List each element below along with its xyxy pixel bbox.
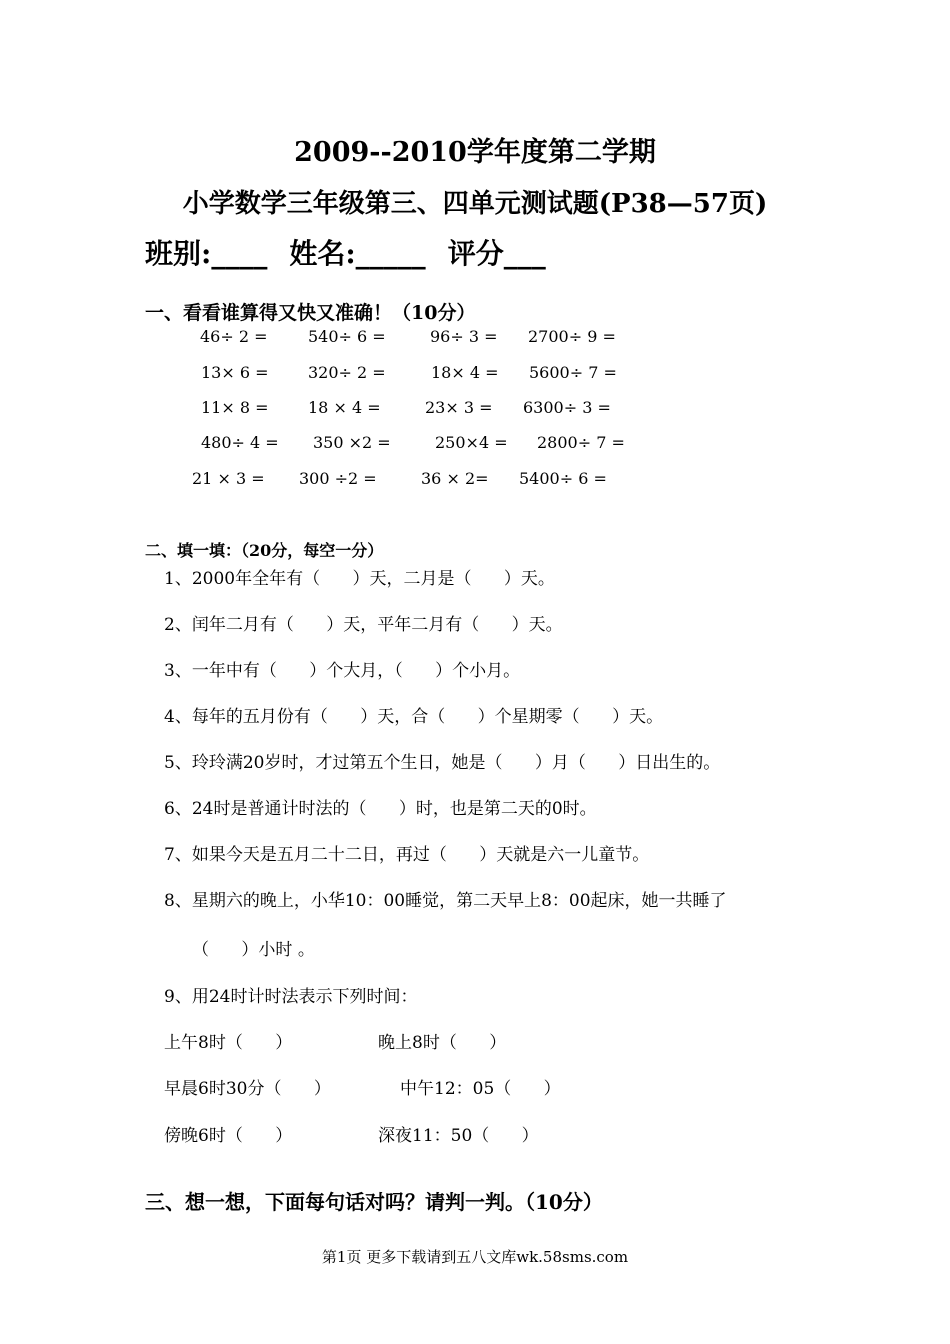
calc-2-2: 320÷ 2 = — [308, 363, 386, 382]
calc-1-2: 540÷ 6 = — [308, 327, 386, 346]
section-1-heading: 一、看看谁算得又快又准确！（10分） — [145, 302, 476, 324]
title-line-2: 小学数学三年级第三、四单元测试题(P38—57页) — [182, 189, 768, 219]
fill-item-2: 2、闰年二月有（ ）天，平年二月有（ ）天。 — [164, 615, 563, 635]
student-info-line — [145, 232, 568, 272]
fill-item-1: 1、2000年全年有（ ）天，二月是（ ）天。 — [164, 569, 555, 589]
time-item-5: 傍晚6时（ ） — [164, 1126, 293, 1146]
time-item-3: 早晨6时30分（ ） — [164, 1079, 331, 1099]
calc-1-3: 96÷ 3 = — [430, 327, 498, 346]
calc-5-2: 300 ÷2 = — [299, 469, 377, 488]
calc-3-2: 18 × 4 = — [308, 398, 381, 417]
score-field: 评分___ — [447, 237, 546, 270]
calc-3-3: 23× 3 = — [425, 398, 493, 417]
fill-item-9: 9、用24时计时法表示下列时间： — [164, 987, 418, 1007]
time-item-2: 晚上8时（ ） — [378, 1033, 507, 1053]
calc-2-3: 18× 4 = — [431, 363, 499, 382]
time-item-4: 中午12：05（ ） — [400, 1079, 561, 1099]
fill-item-4: 4、每年的五月份有（ ）天，合（ ）个星期零（ ）天。 — [164, 707, 664, 727]
fill-item-7: 7、如果今天是五月二十二日，再过（ ）天就是六一儿童节。 — [164, 845, 650, 865]
calc-1-4: 2700÷ 9 = — [528, 327, 616, 346]
calc-4-3: 250×4 = — [435, 433, 508, 452]
calc-4-4: 2800÷ 7 = — [537, 433, 625, 452]
fill-item-3: 3、一年中有（ ）个大月，（ ）个小月。 — [164, 661, 521, 681]
calc-3-1: 11× 8 = — [201, 398, 269, 417]
calc-5-3: 36 × 2= — [421, 469, 489, 488]
class-field: 班别:____ — [145, 237, 268, 270]
calc-5-4: 5400÷ 6 = — [519, 469, 607, 488]
section-3-heading: 三、想一想，下面每句话对吗？请判一判。（10分） — [145, 1190, 603, 1214]
page-footer: 第1页 更多下载请到五八文库wk.58sms.com — [321, 1248, 629, 1266]
fill-item-8-continued: （ ）小时 。 — [192, 940, 315, 960]
fill-item-8: 8、星期六的晚上，小华10：00睡觉，第二天早上8：00起床，她一共睡了 — [164, 891, 727, 911]
time-item-1: 上午8时（ ） — [164, 1033, 293, 1053]
fill-item-5: 5、玲玲满20岁时，才过第五个生日，她是（ ）月（ ）日出生的。 — [164, 753, 721, 773]
calc-2-4: 5600÷ 7 = — [529, 363, 617, 382]
calc-4-1: 480÷ 4 = — [201, 433, 279, 452]
calc-2-1: 13× 6 = — [201, 363, 269, 382]
title-line-1: 2009--2010学年度第二学期 — [294, 137, 656, 168]
calc-4-2: 350 ×2 = — [313, 433, 391, 452]
fill-item-6: 6、24时是普通计时法的（ ）时，也是第二天的0时。 — [164, 799, 597, 819]
time-item-6: 深夜11：50（ ） — [378, 1126, 539, 1146]
calc-3-4: 6300÷ 3 = — [523, 398, 611, 417]
calc-5-1: 21 × 3 = — [192, 469, 265, 488]
calc-1-1: 46÷ 2 = — [200, 327, 268, 346]
name-field: 姓名:_____ — [289, 237, 426, 270]
section-2-heading: 二、填一填：（20分，每空一分） — [145, 541, 384, 560]
